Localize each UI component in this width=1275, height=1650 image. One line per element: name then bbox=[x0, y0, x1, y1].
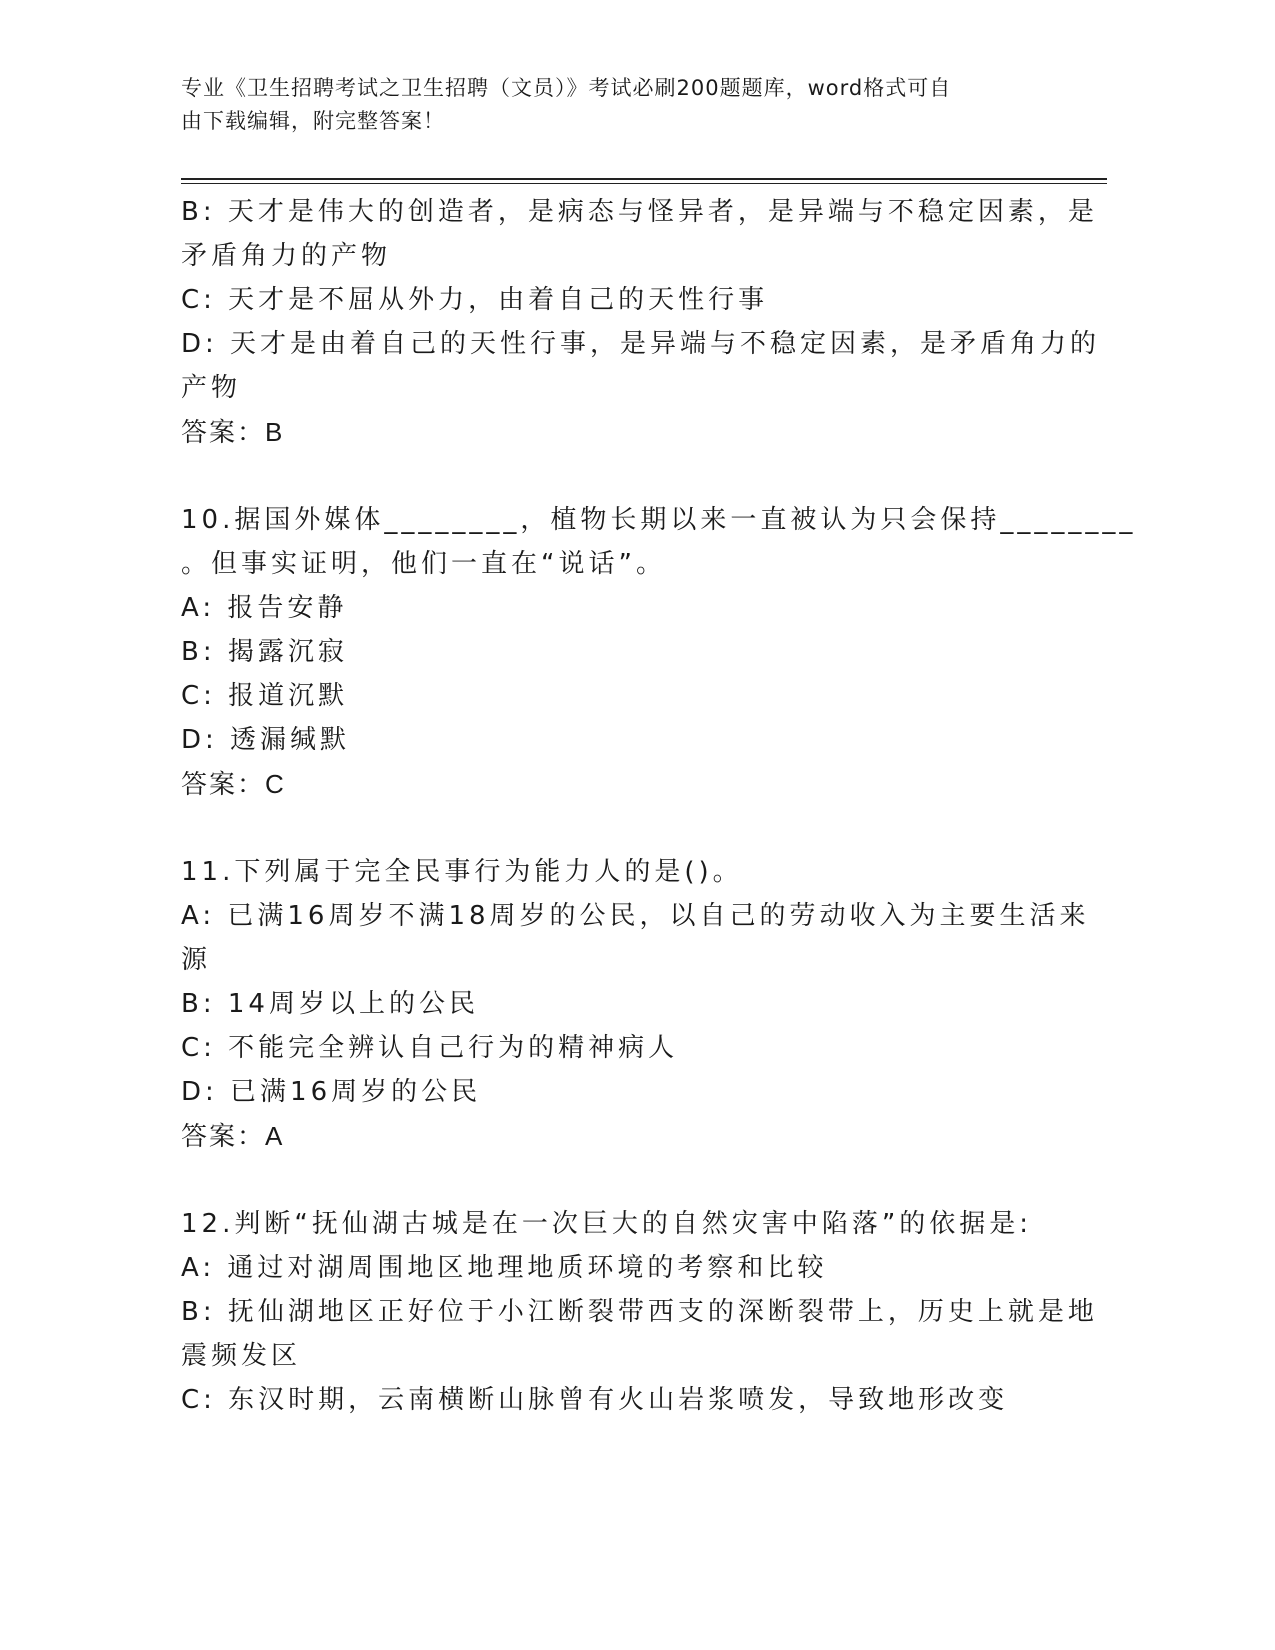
option-b: B: 14周岁以上的公民 bbox=[181, 989, 479, 1019]
document-header bbox=[181, 72, 1041, 138]
option-a: A: 已满16周岁不满18周岁的公民，以自己的劳动收入为主要生活来 bbox=[181, 901, 1090, 931]
spacer bbox=[181, 806, 1046, 850]
question-12 bbox=[181, 1202, 1098, 1422]
question-10 bbox=[181, 498, 1137, 806]
option-b: B: 抚仙湖地区正好位于小江断裂带西支的深断裂带上，历史上就是地 bbox=[181, 1297, 1098, 1327]
question-stem: 11.下列属于完全民事行为能力人的是()。 bbox=[181, 857, 743, 887]
header-line-1: 专业《卫生招聘考试之卫生招聘（文员）》考试必刷200题题库，word格式可自 bbox=[181, 76, 952, 100]
answer: 答案：C bbox=[181, 769, 286, 799]
option-d: D: 天才是由着自己的天性行事，是异端与不稳定因素，是矛盾角力的 bbox=[181, 329, 1101, 359]
option-d-cont: 产物 bbox=[181, 373, 242, 403]
option-c: C: 不能完全辨认自己行为的精神病人 bbox=[181, 1033, 679, 1063]
option-d: D: 透漏缄默 bbox=[181, 725, 351, 755]
question-stem: 12.判断“抚仙湖古城是在一次巨大的自然灾害中陷落”的依据是: bbox=[181, 1209, 1033, 1239]
header-divider-thick bbox=[181, 178, 1107, 180]
question-9 bbox=[181, 190, 1101, 454]
option-a: A: 通过对湖周围地区地理地质环境的考察和比较 bbox=[181, 1253, 828, 1283]
option-a-cont: 源 bbox=[181, 945, 212, 975]
option-b-cont: 震频发区 bbox=[181, 1341, 302, 1371]
option-b: B: 天才是伟大的创造者，是病态与怪异者，是异端与不稳定因素，是 bbox=[181, 197, 1098, 227]
option-a: A: 报告安静 bbox=[181, 593, 348, 623]
spacer bbox=[181, 1158, 1046, 1202]
question-content bbox=[181, 190, 1137, 1422]
question-stem-cont: 。但事实证明，他们一直在“说话”。 bbox=[181, 549, 666, 579]
option-b-cont: 矛盾角力的产物 bbox=[181, 241, 392, 271]
answer: 答案：B bbox=[181, 417, 285, 447]
header-line-2: 由下载编辑，附完整答案！ bbox=[181, 109, 445, 133]
option-d: D: 已满16周岁的公民 bbox=[181, 1077, 482, 1107]
option-c: C: 天才是不屈从外力，由着自己的天性行事 bbox=[181, 285, 769, 315]
option-b: B: 揭露沉寂 bbox=[181, 637, 348, 667]
answer: 答案：A bbox=[181, 1121, 285, 1151]
question-stem: 10.据国外媒体________，植物长期以来一直被认为只会保持________ bbox=[181, 505, 1137, 535]
question-11 bbox=[181, 850, 1090, 1158]
spacer bbox=[181, 454, 1046, 498]
header-divider-thin bbox=[181, 183, 1107, 184]
option-c: C: 东汉时期，云南横断山脉曾有火山岩浆喷发，导致地形改变 bbox=[181, 1385, 1009, 1415]
option-c: C: 报道沉默 bbox=[181, 681, 349, 711]
